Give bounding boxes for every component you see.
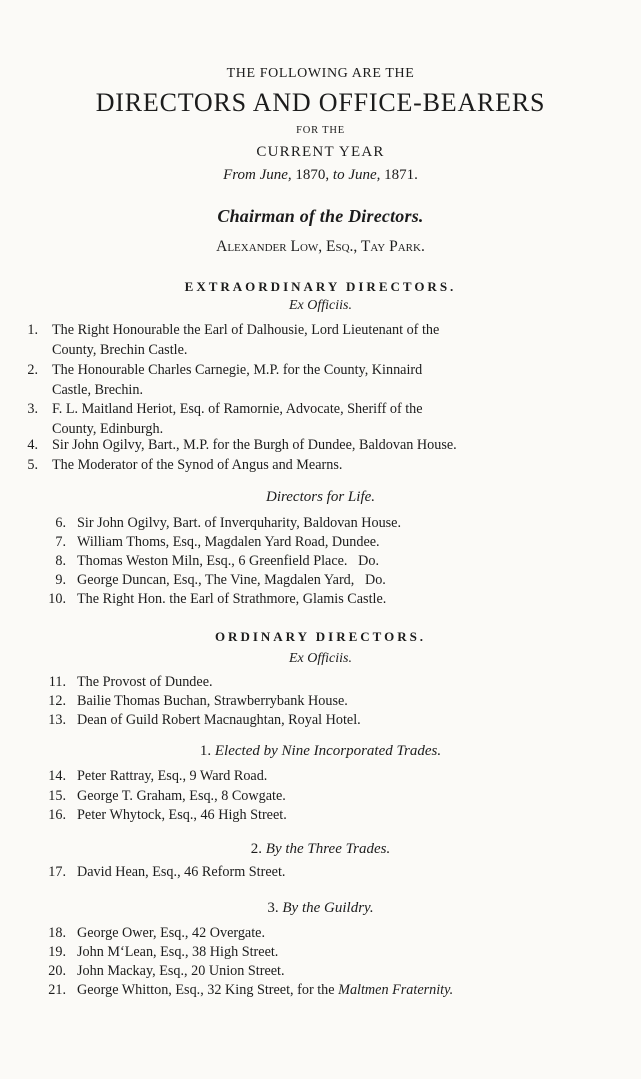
chairman-name: Alexander Low, Esq., Tay Park.	[216, 238, 425, 255]
header-date-line	[0, 167, 641, 184]
ordinary-sub: Ex Officiis.	[289, 651, 352, 666]
from-word: From	[223, 167, 256, 183]
three-trades-heading: 2. By the Three Trades.	[250, 841, 391, 857]
chairman-title: Chairman of the Directors.	[217, 206, 424, 226]
extraordinary-heading: EXTRAORDINARY DIRECTORS.	[184, 279, 457, 294]
ordinary-heading: ORDINARY DIRECTORS.	[214, 629, 427, 644]
extraordinary-sub: Ex Officiis.	[289, 298, 352, 313]
to-month: June,	[348, 167, 381, 183]
life-heading: Directors for Life.	[265, 489, 376, 505]
trades-heading: 1. Elected by Nine Incorporated Trades.	[199, 743, 442, 759]
year-start: 1870,	[295, 167, 330, 183]
to-word: to	[332, 167, 345, 183]
page-title: DIRECTORS AND OFFICE-BEARERS	[95, 88, 546, 117]
guildry-heading: 3. By the Guildry.	[267, 900, 374, 916]
from-month: June,	[259, 167, 292, 183]
document-page: THE FOLLOWING ARE THE DIRECTORS AND OFFICE-BEARERS FOR THE CURRENT YEAR From June, 1870, to June, 1871. Chairman of the Directors. Alexander Low, Esq., Tay Park. EXTRAORDINARY DIRECTORS. Ex Officiis. 1. The Right Honourable the Earl of Dalhousie, Lord Lieutenant of the County, Brechin Castle. 2. The Honourable Charles Carnegie, M.P. for the County, Kinnaird Castle, Brechin. 3. F. L. Maitland Heriot, Esq. of Ramornie, Advocate, Sheriff of the County, Edinburgh. 4. Sir John Ogilvy, Bart., M.P. for the Burgh of Dundee, Baldovan House. 5. The Moderator of the Synod of Angus and Mearns. Directors for Life. 6. Sir John Ogilvy, Bart. of Inverquharity, Baldovan House. 7. William Thoms, Esq., Magdalen Yard Road, Dundee. 8. Thomas Weston Miln, Esq., 6 Greenfield Place. Do. 9. George Duncan, Esq., The Vine, Magdalen Yard, Do. 10. The Right Hon. the Earl of Strathmore, Glamis Castle. ORDINARY DIRECTORS. Ex Officiis. 11. The Provost of Dundee. 12. Bailie Thomas Buchan, Strawberrybank House. 13. Dean of Guild Robert Macnaughtan, Royal Hotel. 1. Elected by Nine Incorporated Trades. 14. Peter Rattray, Esq., 9 Ward Road. 15. George T. Graham, Esq., 8 Cowgate. 16. Peter Whytock, Esq., 46 High Street. 2. By the Three Trades. 17. David Hean, Esq., 46 Reform Street. 3. By the Guildry. 18. George Ower, Esq., 42 Overgate. 19. John M‘Lean, Esq., 38 High Street. 20. John Mackay, Esq., 20 Union Street. 21. George Whitton, Esq., 32 King Street, for the Maltmen Fraternity.	[0, 0, 641, 1079]
header-line4: CURRENT YEAR	[256, 144, 385, 160]
header-line3: FOR THE	[296, 125, 345, 136]
header-line1: THE FOLLOWING ARE THE	[226, 66, 415, 81]
year-end: 1871.	[384, 167, 418, 183]
